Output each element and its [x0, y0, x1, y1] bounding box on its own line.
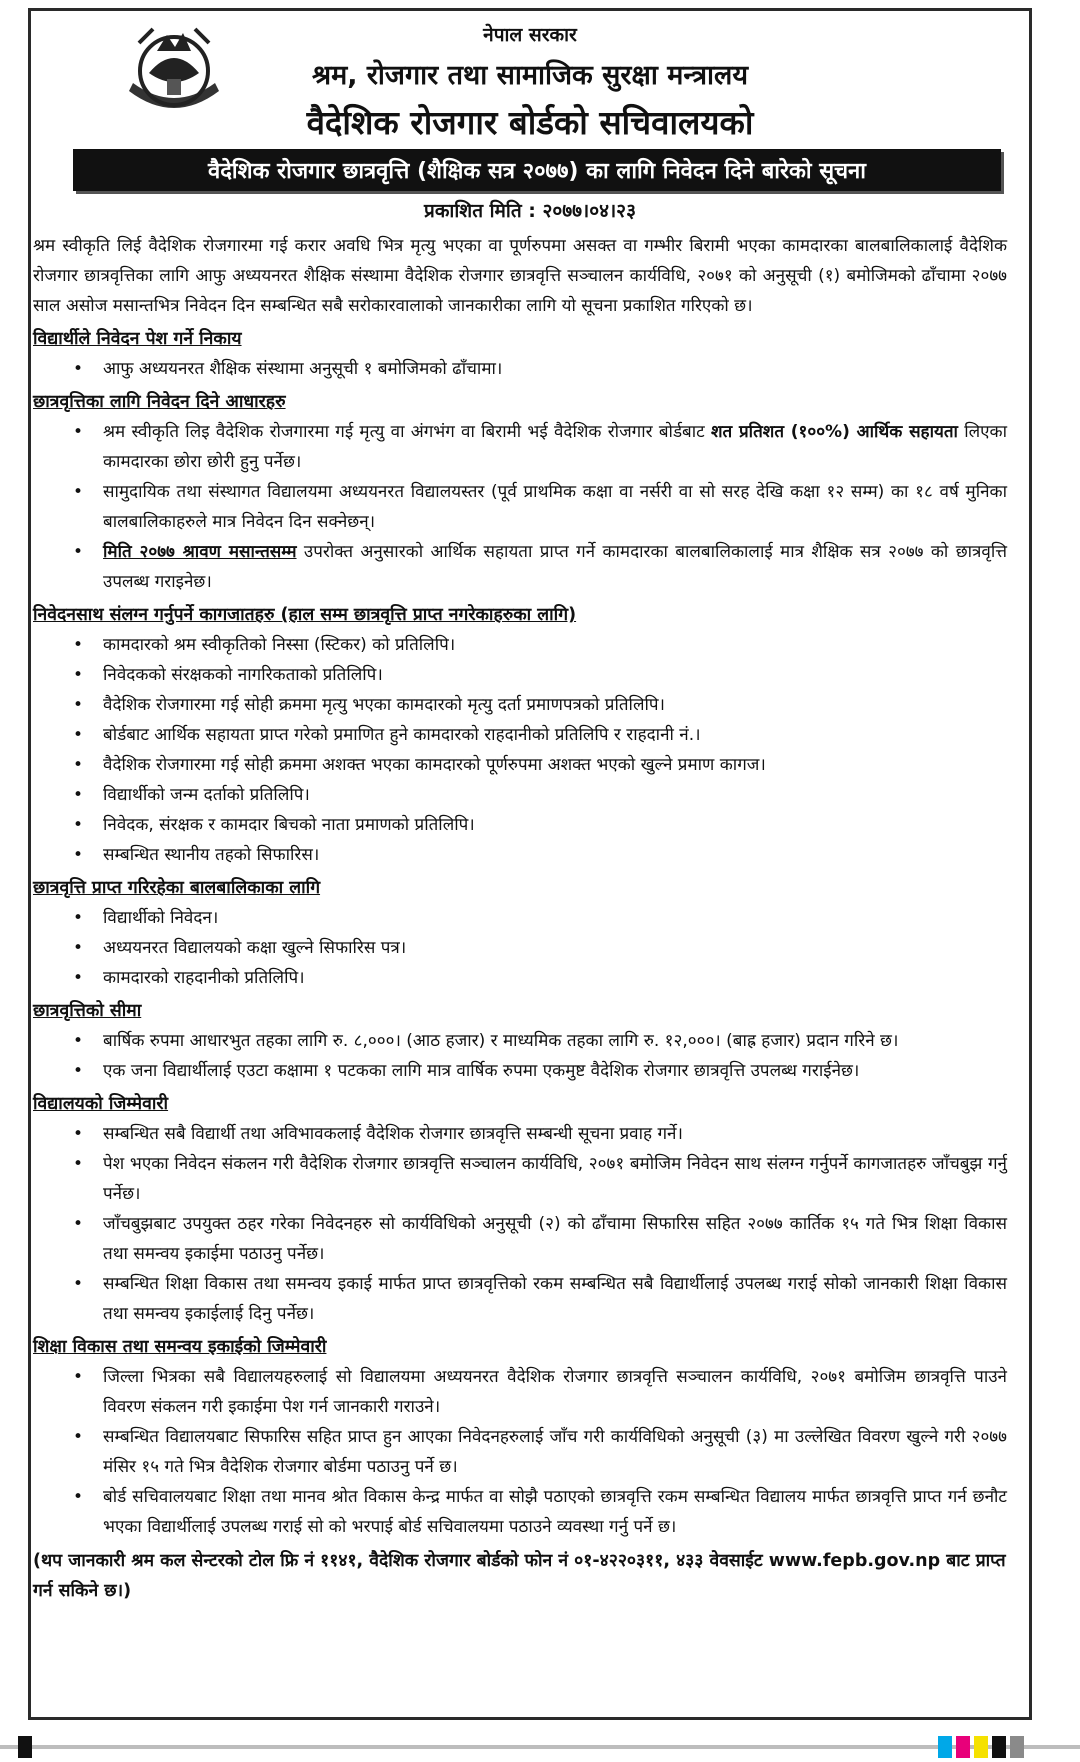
print-registration-line — [0, 1745, 1080, 1749]
list-item: • अध्ययनरत विद्यालयको कक्षा खुल्ने सिफारिस पत्र। — [31, 933, 1007, 963]
notice-title-text: वैदेशिक रोजगार छात्रवृत्ति (शैक्षिक सत्र २०७७) का लागि निवेदन दिने बारेको सूचना — [208, 159, 866, 184]
header — [31, 11, 1029, 149]
section-heading: विद्यालयको जिम्मेवारी — [33, 1094, 169, 1114]
registration-mark — [956, 1736, 970, 1758]
section-list — [31, 1119, 1007, 1329]
list-item: • निवेदकको संरक्षकको नागरिकताको प्रतिलिपि। — [31, 660, 1007, 690]
section-heading: छात्रवृत्तिका लागि निवेदन दिने आधारहरु — [33, 392, 286, 412]
list-item: • वैदेशिक रोजगारमा गई सोही क्रममा अशक्त भएका कामदारको पूर्णरुपमा अशक्त भएको खुल्ने प्रमाण कागज। — [31, 750, 1007, 780]
published-date: प्रकाशित मिति : २०७७।०४।२३ — [424, 200, 636, 222]
list-item: • सम्बन्धित विद्यालयबाट सिफारिस सहित प्राप्त हुन आएका निवेदनहरुलाई जाँच गरी कार्यविधिको अनुसूची (३) मा उल्लेखित विवरण खुल्ने गरी २०७७ मंसिर १५ गते भित्र वैदेशिक रोजगार बोर्डमा पठाउनु पर्ने छ। — [31, 1422, 1007, 1482]
list-item-emphasis: शत प्रतिशत (१००%) आर्थिक सहायता — [710, 422, 958, 442]
list-item: • सम्बन्धित शिक्षा विकास तथा समन्वय इकाई मार्फत प्राप्त छात्रवृत्तिको रकम सम्बन्धित सबै विद्यार्थीलाई उपलब्ध गराई सोको जानकारी शिक्षा विकास तथा समन्वय इकाईलाई दिनु पर्नेछ। — [31, 1269, 1007, 1329]
list-item: • जिल्ला भित्रका सबै विद्यालयहरुलाई सो विद्यालयमा अध्ययनरत वैदेशिक रोजगार छात्रवृत्ति सञ्चालन कार्यविधि, २०७१ बमोजिम छात्रवृत्ति पाउने विवरण संकलन गरी इकाईमा पेश गर्न जानकारी गराउने। — [31, 1362, 1007, 1422]
registration-mark — [1010, 1736, 1024, 1758]
section-list — [31, 1362, 1007, 1542]
list-item: • निवेदक, संरक्षक र कामदार बिचको नाता प्रमाणको प्रतिलिपि। — [31, 810, 1007, 840]
list-item: • आफु अध्ययनरत शैक्षिक संस्थामा अनुसूची १ बमोजिमको ढाँचामा। — [31, 354, 1007, 384]
list-item-text: लिएका कामदारका छोरा छोरी हुनु पर्नेछ। — [103, 422, 1007, 472]
list-item: • बार्षिक रुपमा आधारभुत तहका लागि रु. ८,०००। (आठ हजार) र माध्यमिक तहका लागि रु. १२,०००। (बाह्र हजार) प्रदान गरिने छ। — [31, 1026, 1007, 1056]
list-item: • वैदेशिक रोजगारमा गई सोही क्रममा मृत्यु भएका कामदारको मृत्यु दर्ता प्रमाणपत्रको प्रतिलिपि। — [31, 690, 1007, 720]
list-item: • विद्यार्थीको निवेदन। — [31, 903, 1007, 933]
footer-contact-note: (थप जानकारी श्रम कल सेन्टरको टोल फ्रि नं ११४१, वैदेशिक रोजगार बोर्डको फोन नं ०१-४२२०३११, ४३३ वेवसाईट www.fepb.gov.np बाट प्राप्त गर्न सकिने छ।) — [33, 1551, 1006, 1601]
section-heading: विद्यार्थीले निवेदन पेश गर्ने निकाय — [33, 329, 242, 349]
list-item: • सम्बन्धित सबै विद्यार्थी तथा अविभावकलाई वैदेशिक रोजगार छात्रवृत्ति सम्बन्धी सूचना प्रवाह गर्ने। — [31, 1119, 1007, 1149]
list-item: • विद्यार्थीको जन्म दर्ताको प्रतिलिपि। — [31, 780, 1007, 810]
list-item: • बोर्डबाट आर्थिक सहायता प्राप्त गरेको प्रमाणित हुने कामदारको राहदानीको प्रतिलिपि र राहदानी नं.। — [31, 720, 1007, 750]
list-item: • एक जना विद्यार्थीलाई एउटा कक्षामा १ पटकका लागि मात्र वार्षिक रुपमा एकमुष्ट वैदेशिक रोजगार छात्रवृत्ति उपलब्ध गराईनेछ। — [31, 1056, 1007, 1086]
list-item — [31, 537, 1007, 597]
list-item-text: उपरोक्त अनुसारको आर्थिक सहायता प्राप्त गर्ने कामदारका बालबालिकालाई मात्र शैक्षिक सत्र २०७७ को छात्रवृत्ति उपलब्ध गराइनेछ। — [103, 542, 1007, 592]
government-label: नेपाल सरकार — [483, 24, 577, 46]
list-item-text: श्रम स्वीकृति लिइ वैदेशिक रोजगारमा गई मृत्यु वा अंगभंग वा बिरामी भई वैदेशिक रोजगार बोर्डबाट — [103, 422, 711, 442]
list-item-emphasis: मिति २०७७ श्रावण मसान्तसम्म — [103, 542, 297, 562]
registration-mark — [18, 1736, 32, 1758]
section-list — [31, 417, 1007, 597]
section-heading: छात्रवृत्ति प्राप्त गरिरहेका बालबालिकाका लागि — [33, 878, 321, 898]
list-item: • कामदारको राहदानीको प्रतिलिपि। — [31, 963, 1007, 993]
registration-mark — [992, 1736, 1006, 1758]
list-item: • पेश भएका निवेदन संकलन गरी वैदेशिक रोजगार छात्रवृत्ति सञ्चालन कार्यविधि, २०७१ बमोजिम निवेदन साथ संलग्न गर्नुपर्ने कागजातहरु जाँचबुझ गर्नु पर्नेछ। — [31, 1149, 1007, 1209]
notice-frame — [28, 8, 1032, 1720]
section-list — [31, 903, 1007, 993]
section-heading: निवेदनसाथ संलग्न गर्नुपर्ने कागजातहरु (हाल सम्म छात्रवृत्ति प्राप्त नगरेकाहरुका लागि) — [33, 605, 577, 625]
section-list — [31, 354, 1007, 384]
intro-paragraph: श्रम स्वीकृति लिई वैदेशिक रोजगारमा गई करार अवधि भित्र मृत्यु भएका वा पूर्णरुपमा असक्त वा गम्भीर बिरामी भएका कामदारका बालबालिकालाई वैदेशिक रोजगार छात्रवृत्तिका लागि आफु अध्ययनरत शैक्षिक संस्थामा वैदेशिक रोजगार छात्रवृत्ति सञ्चालन कार्यविधि, २०७१ को अनुसूची (१) बमोजिमको ढाँचामा २०७७ साल असोज मसान्तभित्र निवेदन दिन सम्बन्धित सबै सरोकारवालाको जानकारीका लागि यो सूचना प्रकाशित गरिएको छ। — [33, 236, 1007, 316]
section-list — [31, 630, 1007, 870]
list-item: • बोर्ड सचिवालयबाट शिक्षा तथा मानव श्रोत विकास केन्द्र मार्फत वा सोझै पठाएको छात्रवृत्ति रकम सम्बन्धित विद्यालय मार्फत छात्रवृत्ति प्राप्त गर्न छनौट भएका विद्यार्थीलाई उपलब्ध गराई सो को भरपाई बोर्ड सचिवालयमा पठाउने व्यवस्था गर्नु पर्ने छ। — [31, 1482, 1007, 1542]
list-item: • कामदारको श्रम स्वीकृतिको निस्सा (स्टिकर) को प्रतिलिपि। — [31, 630, 1007, 660]
notice-title — [73, 149, 1001, 191]
list-item: • जाँचबुझबाट उपयुक्त ठहर गरेका निवेदनहरु सो कार्यविधिको अनुसूची (२) को ढाँचामा सिफारिस सहित २०७७ कार्तिक १५ गते भित्र शिक्षा विकास तथा समन्वय इकाईमा पठाउनु पर्नेछ। — [31, 1209, 1007, 1269]
registration-mark — [974, 1736, 988, 1758]
office-name: वैदेशिक रोजगार बोर्डको सचिवालयको — [306, 103, 754, 142]
notice-body — [31, 231, 1029, 1606]
section-heading: शिक्षा विकास तथा समन्वय इकाईको जिम्मेवारी — [33, 1337, 327, 1357]
registration-mark — [938, 1736, 952, 1758]
ministry-name: श्रम, रोजगार तथा सामाजिक सुरक्षा मन्त्रालय — [311, 60, 749, 91]
section-heading: छात्रवृत्तिको सीमा — [33, 1001, 142, 1021]
list-item: • सम्बन्धित स्थानीय तहको सिफारिस। — [31, 840, 1007, 870]
list-item: • सामुदायिक तथा संस्थागत विद्यालयमा अध्ययनरत विद्यालयस्तर (पूर्व प्राथमिक कक्षा वा नर्सरी वा सो सरह देखि कक्षा १२ सम्म) का १८ वर्ष मुनिका बालबालिकाहरुले मात्र निवेदन दिन सक्नेछन्। — [31, 477, 1007, 537]
section-list — [31, 1026, 1007, 1086]
list-item — [31, 417, 1007, 477]
